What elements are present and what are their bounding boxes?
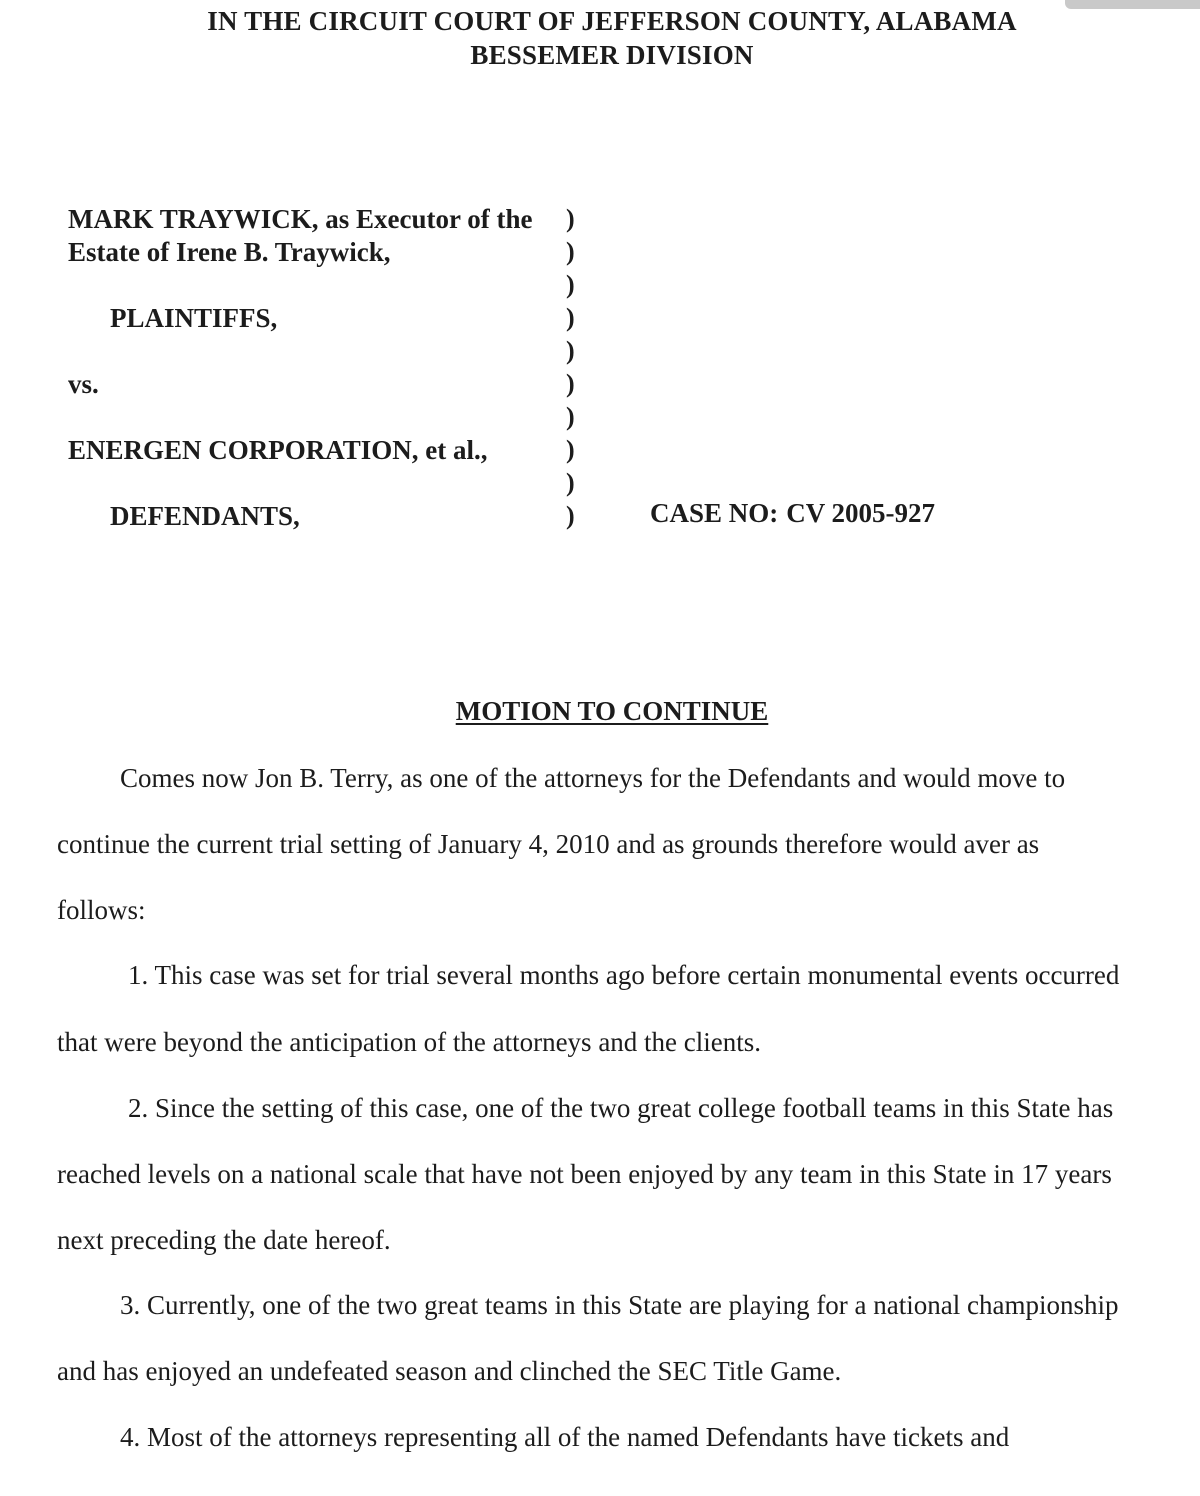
caption-paren: ) xyxy=(566,501,575,530)
defendants-label: DEFENDANTS, xyxy=(110,501,300,531)
court-division: BESSEMER DIVISION xyxy=(470,40,754,70)
court-header xyxy=(0,4,1200,72)
caption-paren: ) xyxy=(566,369,575,398)
court-name: IN THE CIRCUIT COURT OF JEFFERSON COUNTY, ALABAMA xyxy=(207,6,1017,36)
plaintiff-name-line-2: Estate of Irene B. Traywick, xyxy=(68,237,391,267)
caption-paren: ) xyxy=(566,237,575,266)
motion-title: MOTION TO CONTINUE xyxy=(455,696,769,726)
plaintiffs-label: PLAINTIFFS, xyxy=(110,303,278,333)
intro-line: continue the current trial setting of January 4, 2010 and as grounds therefore would aver as xyxy=(57,829,1040,859)
caption-paren: ) xyxy=(566,435,575,464)
caption-paren: ) xyxy=(566,336,575,365)
paragraph-3-line: 3. Currently, one of the two great teams in this State are playing for a national championship xyxy=(120,1290,1119,1320)
case-number-value: CV 2005-927 xyxy=(786,498,936,528)
caption-paren: ) xyxy=(566,303,575,332)
caption-paren: ) xyxy=(566,204,575,233)
caption-paren: ) xyxy=(566,468,575,497)
caption-paren: ) xyxy=(566,402,575,431)
versus-label: vs. xyxy=(68,369,99,399)
plaintiff-name-line-1: MARK TRAYWICK, as Executor of the xyxy=(68,204,533,234)
paragraph-4-line: 4. Most of the attorneys representing all of the named Defendants have tickets and xyxy=(120,1422,1010,1452)
case-number-label: CASE NO: xyxy=(650,498,779,528)
paragraph-2-line: next preceding the date hereof. xyxy=(57,1225,391,1255)
defendant-name: ENERGEN CORPORATION, et al., xyxy=(68,435,488,465)
paragraph-1-line: 1. This case was set for trial several months ago before certain monumental events occurred xyxy=(128,960,1120,990)
caption-paren: ) xyxy=(566,270,575,299)
paragraph-2-line: reached levels on a national scale that have not been enjoyed by any team in this State in 17 years xyxy=(57,1159,1112,1189)
paragraph-1-line: that were beyond the anticipation of the attorneys and the clients. xyxy=(57,1027,762,1057)
paragraph-3-line: and has enjoyed an undefeated season and clinched the SEC Title Game. xyxy=(57,1356,842,1386)
case-number xyxy=(650,498,935,529)
paragraph-2-line: 2. Since the setting of this case, one of the two great college football teams in this State has xyxy=(128,1093,1114,1123)
intro-line: Comes now Jon B. Terry, as one of the attorneys for the Defendants and would move to xyxy=(120,763,1066,793)
intro-line: follows: xyxy=(57,895,146,925)
